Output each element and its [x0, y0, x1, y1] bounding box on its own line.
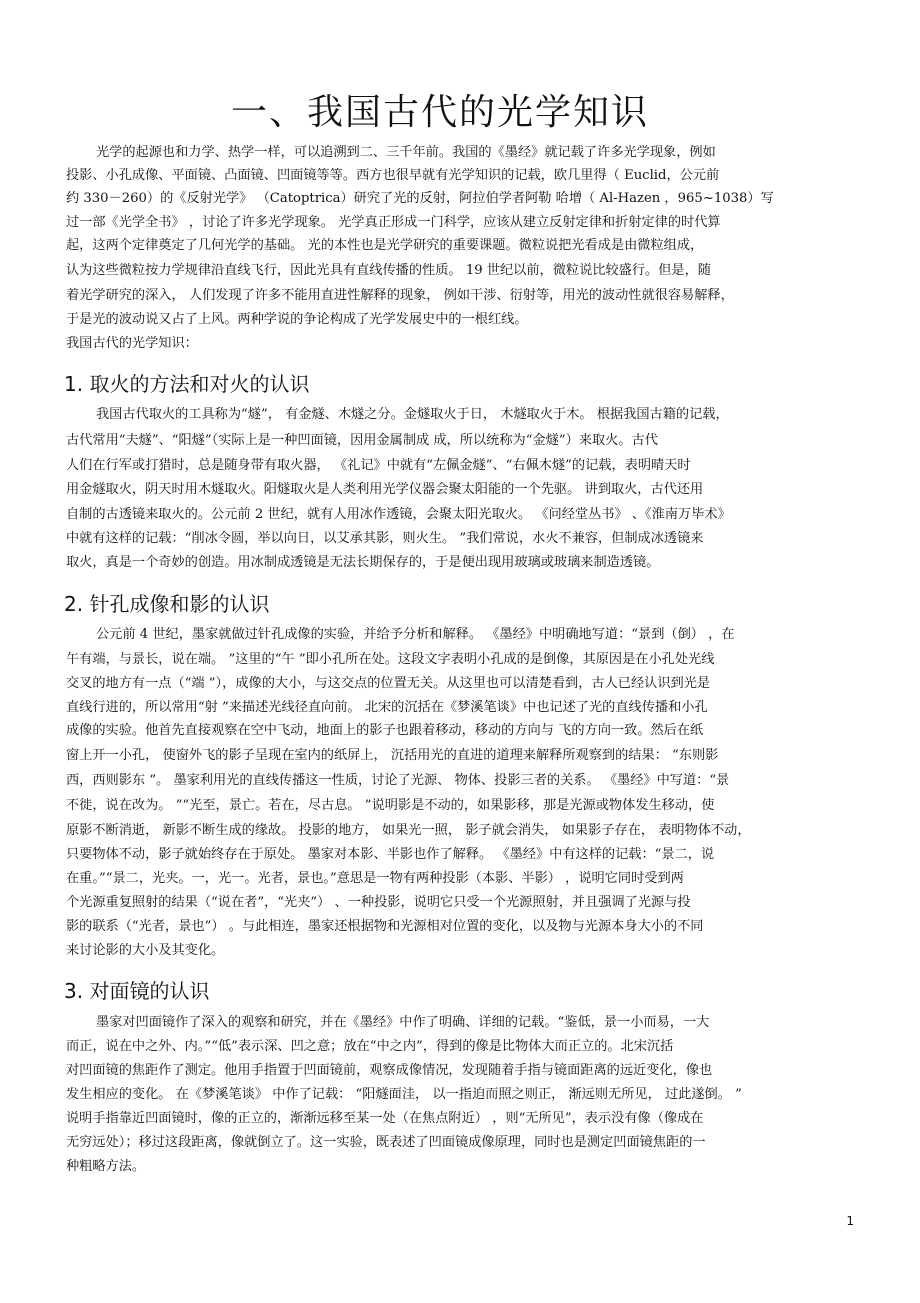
paragraph-line: 我国古代取火的工具称为“燧”， 有金燧、木燧之分。金燧取火于日， 木燧取火于木。 根据我国古籍的记载，	[96, 407, 729, 422]
paragraph-line: 而正，说在中之外、内。”“低”表示深、凹之意；放在“中之内”，得到的像是比物体大而正立的。北宋沉括	[66, 1039, 674, 1054]
paragraph-line: 中就有这样的记载：“削冰令圆，举以向日，以艾承其影，则火生。 ”我们常说，水火不兼容，但制成冰透镜来	[66, 531, 704, 546]
paragraph-line: 发生相应的变化。 在《梦溪笔谈》 中作了记载： “阳燧面洼， 以一指迫而照之则正， 渐远则无所见， 过此遂倒。 ”	[66, 1087, 742, 1102]
page-number: 1	[846, 1214, 854, 1228]
intro-line: 投影、小孔成像、平面镜、凸面镜、凹面镜等等。西方也很早就有光学知识的记载，欧几里得（ Euclid，公元前	[66, 168, 720, 183]
paragraph-line: 无穷远处）；移过这段距离，像就倒立了。这一实验，既表述了凹面镜成像原理，同时也是测定凹面镜焦距的一	[66, 1135, 706, 1150]
paragraph-line: 自制的古透镜来取火的。公元前 2 世纪，就有人用冰作透镜，会聚太阳光取火。 《问经堂丛书》 、《淮南万毕术》	[66, 507, 731, 522]
page-title: 一、我国古代的光学知识	[230, 92, 649, 133]
paragraph-line: 用金燧取火，阴天时用木燧取火。阳燧取火是人类利用光学仪器会聚太阳能的一个先驱。 讲到取火，古代还用	[66, 482, 704, 497]
intro-line: 约 330－260）的《反射光学》 （Catoptrica）研究了光的反射，阿拉伯学者阿勒 哈增（ Al-Hazen ，965~1038）写	[66, 191, 774, 206]
paragraph-line: 说明手指靠近凹面镜时，像的正立的，渐渐远移至某一处（在焦点附近） ，则“无所见”，表示没有像（像成在	[66, 1111, 704, 1126]
paragraph-line: 成像的实验。他首先直接观察在空中飞动，地面上的影子也跟着移动，移动的方向与 飞的方向一致。然后在纸	[66, 723, 704, 738]
paragraph-line: 直线行进的，所以常用“射 ”来描述光线径直向前。 北宋的沉括在《梦溪笔谈》中也记述了光的直线传播和小孔	[66, 700, 708, 715]
intro-line: 过一部《光学全书》 ，讨论了许多光学现象。 光学真正形成一门科学，应该从建立反射定律和折射定律的时代算	[66, 215, 721, 230]
paragraph-line: 午有端，与景长，说在端。 ”这里的“午 ”即小孔所在处。这段文字表明小孔成的是倒像，其原因是在小孔处光线	[66, 652, 715, 667]
paragraph-line: 交叉的地方有一点（“端 ”），成像的大小，与这交点的位置无关。从这里也可以清楚看到，古人已经认识到光是	[66, 676, 711, 691]
paragraph-line: 不徙，说在改为。 ”“光至，景亡。若在，尽古息。 ”说明影是不动的，如果影移，那是光源或物体发生移动，使	[66, 798, 715, 813]
paragraph-line: 西，西则影东 ”。 墨家利用光的直线传播这一性质，讨论了光源、 物体、投影三者的关系。 《墨经》中写道：“景	[66, 773, 730, 788]
section-heading: 1. 取火的方法和对火的认识	[64, 372, 310, 396]
section-heading: 3. 对面镜的认识	[64, 979, 210, 1003]
intro-line: 着光学研究的深入， 人们发现了许多不能用直进性解释的现象， 例如干涉、衍射等，用光的波动性就很容易解释，	[66, 288, 734, 303]
intro-line: 于是光的波动说又占了上风。两种学说的争论构成了光学发展史中的一根红线。	[66, 312, 528, 327]
intro-line: 起，这两个定律奠定了几何光学的基础。 光的本性也是光学研究的重要课题。微粒说把光看成是由微粒组成，	[66, 238, 704, 253]
paragraph-line: 个光源重复照射的结果（“说在者”，“光夹”） 、一种投影，说明它只受一个光源照射，并且强调了光源与投	[66, 895, 691, 910]
intro-line: 我国古代的光学知识：	[66, 336, 198, 351]
paragraph-line: 取火，真是一个奇妙的创造。用冰制成透镜是无法长期保存的，于是便出现用玻璃或玻璃来制造透镜。	[66, 555, 660, 570]
paragraph-line: 公元前 4 世纪，墨家就做过针孔成像的实验，并给予分析和解释。 《墨经》中明确地写道：“景到（倒） ，在	[96, 627, 735, 642]
paragraph-line: 原影不断消逝， 新影不断生成的缘故。 投影的地方， 如果光一照， 影子就会消失， 如果影子存在， 表明物体不动，	[66, 823, 751, 838]
paragraph-line: 种粗略方法。	[66, 1159, 146, 1174]
paragraph-line: 在重。”“景二，光夹。一，光一。光者，景也。”意思是一物有两种投影（本影、半影） ，说明它同时受到两	[66, 871, 684, 886]
paragraph-line: 窗上开一小孔， 使窗外飞的影子呈现在室内的纸屏上， 沉括用光的直进的道理来解释所观察到的结果： “东则影	[66, 748, 719, 763]
section-heading: 2. 针孔成像和影的认识	[64, 592, 270, 616]
paragraph-line: 古代常用“夫燧”、“阳燧”（实际上是一种凹面镜，因用金属制成 成，所以统称为“金燧”）来取火。古代	[66, 433, 658, 448]
paragraph-line: 只要物体不动，影子就始终存在于原处。 墨家对本影、半影也作了解释。 《墨经》中有这样的记载：“景二，说	[66, 847, 715, 862]
paragraph-line: 来讨论影的大小及其变化。	[66, 943, 225, 958]
intro-line: 光学的起源也和力学、热学一样，可以追溯到二、三千年前。我国的《墨经》就记载了许多光学现象，例如	[96, 145, 716, 160]
intro-line: 认为这些微粒按力学规律沿直线飞行，因此光具有直线传播的性质。 19 世纪以前，微粒说比较盛行。但是，随	[66, 263, 711, 278]
paragraph-line: 影的联系（“光者，景也”） 。与此相连，墨家还根据物和光源相对位置的变化，以及物与光源本身大小的不同	[66, 919, 704, 934]
paragraph-line: 墨家对凹面镜作了深入的观察和研究，并在《墨经》中作了明确、详细的记载。“鉴低，景一小而易，一大	[96, 1015, 710, 1030]
paragraph-line: 人们在行军或打猎时，总是随身带有取火器， 《礼记》中就有“左佩金燧”、“右佩木燧”的记载，表明晴天时	[66, 458, 691, 473]
paragraph-line: 对凹面镜的焦距作了测定。他用手指置于凹面镜前，观察成像情况，发现随着手指与镜面距离的远近变化，像也	[66, 1063, 713, 1078]
